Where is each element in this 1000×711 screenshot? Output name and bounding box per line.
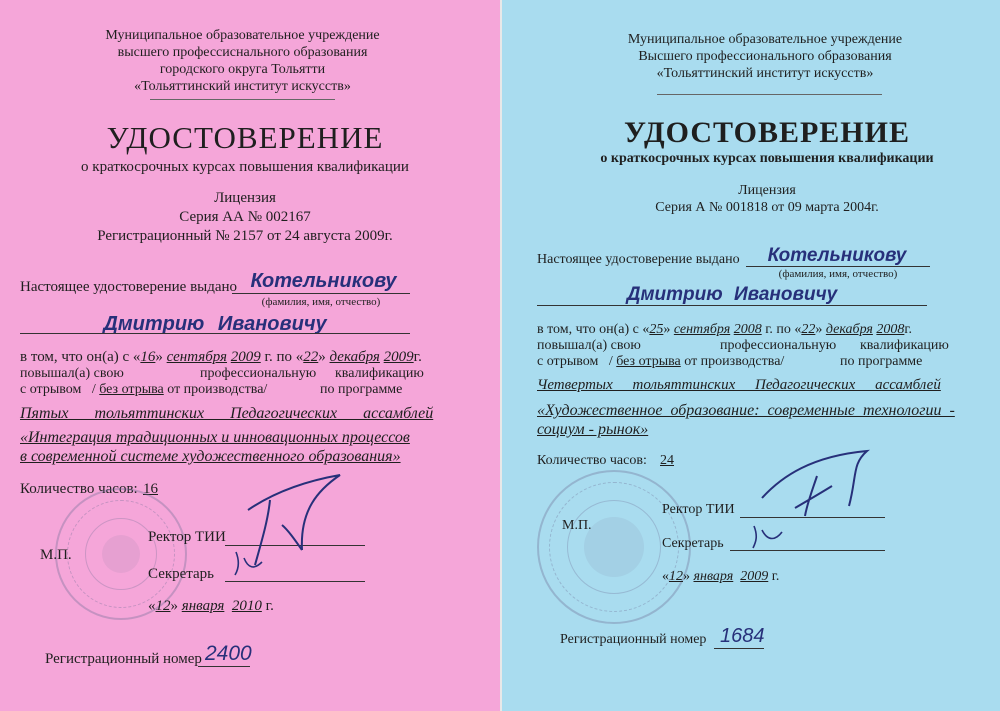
- recipient-given-names: Дмитрию Ивановичу: [626, 284, 838, 305]
- institution-line: высшего профессиснального образования: [117, 45, 368, 60]
- reg-number-value: 2400: [205, 642, 252, 665]
- professional-label: профессиональную: [200, 366, 317, 381]
- document-subtitle: о краткосрочных курсах повышения квалификации: [600, 151, 934, 166]
- rector-label: Ректор ТИИ: [662, 502, 735, 517]
- reg-number-label: Регистрационный номер: [45, 651, 202, 667]
- institution-line: «Тольяттинский институт искусств»: [656, 66, 874, 81]
- document-subtitle: о краткосрочных курсах повышения квалификации: [81, 159, 409, 175]
- reg-number-value: 1684: [720, 625, 765, 647]
- hours-value: 16: [143, 481, 158, 497]
- secretary-label: Секретарь: [662, 536, 724, 551]
- by-program-label: по программе: [840, 354, 923, 369]
- license-label: Лицензия: [738, 183, 796, 198]
- hours-label: Количество часов:: [537, 453, 647, 468]
- secretary-signature-line: [225, 581, 365, 582]
- underline: [537, 305, 927, 306]
- issued-label: Настоящее удостоверение выдано: [537, 252, 740, 267]
- name-caption: (фамилия, имя, отчество): [778, 268, 898, 280]
- secretary-signature: [232, 548, 272, 578]
- leave-mode: с отрывом / без отрыва от производства/: [537, 354, 785, 369]
- document-title: УДОСТОВЕРЕНИЕ: [624, 116, 910, 149]
- end-month: декабря: [825, 322, 873, 337]
- institution-line: Муниципальное образовательное учреждение: [105, 28, 380, 43]
- leave-mode: с отрывом / без отрыва от производства/: [20, 382, 268, 397]
- institution-line: городского округа Тольятти: [159, 62, 326, 77]
- reg-number-label: Регистрационный номер: [560, 632, 707, 647]
- rector-label: Ректор ТИИ: [148, 529, 226, 545]
- course-period: в том, что он(а) с «16» сентября 2009 г. по «22» декабря 2009г.: [20, 349, 422, 365]
- program-name-line: «Художественное образование: современные технологии -: [537, 402, 955, 419]
- hours-value: 24: [660, 453, 674, 468]
- program-title: Пятых тольяттинских Педагогических ассамблей: [20, 405, 434, 422]
- secretary-signature: [750, 520, 790, 550]
- improved-label: повышал(а) свою: [537, 338, 641, 353]
- institution-line: Муниципальное образовательное учреждение: [627, 32, 903, 47]
- start-day: 25: [649, 322, 664, 337]
- end-year: 2009: [383, 349, 414, 365]
- end-year: 2008: [876, 322, 905, 337]
- seal-place-label: М.П.: [562, 518, 592, 533]
- name-caption: (фамилия, имя, отчество): [261, 296, 381, 308]
- license-series: Серия АА № 002167: [179, 209, 311, 225]
- underline: [714, 648, 764, 649]
- issued-label: Настоящее удостоверение выдано: [20, 279, 238, 295]
- program-name-line: социум - рынок»: [537, 421, 649, 438]
- institution-line: Высшего профессионального образования: [638, 49, 892, 64]
- institution-header: [600, 31, 930, 82]
- issue-date: «12» января 2010 г.: [148, 598, 274, 614]
- course-period: в том, что он(а) с «25» сентября 2008 г. по «22» декабря 2008г.: [537, 322, 913, 337]
- qualification-label: квалификацию: [335, 366, 424, 381]
- rector-signature: [757, 446, 897, 526]
- end-day: 22: [303, 349, 319, 365]
- recipient-surname: Котельникову: [250, 270, 397, 292]
- start-month: сентября: [166, 349, 228, 365]
- by-program-label: по программе: [320, 382, 403, 397]
- certificate-blue: [502, 0, 1000, 711]
- license-label: Лицензия: [214, 190, 276, 206]
- underline: [232, 293, 410, 294]
- seal-place-label: М.П.: [40, 547, 72, 563]
- recipient-surname: Котельникову: [767, 245, 907, 266]
- secretary-label: Секретарь: [148, 566, 215, 582]
- start-year: 2008: [733, 322, 762, 337]
- document-title: УДОСТОВЕРЕНИЕ: [106, 120, 384, 155]
- underline: [198, 666, 250, 667]
- qualification-label: квалификацию: [860, 338, 949, 353]
- program-name-line: в современной системе художественного образования»: [20, 448, 401, 465]
- divider: [657, 94, 882, 95]
- hours-label: Количество часов:: [20, 481, 138, 497]
- end-month: декабря: [329, 349, 380, 365]
- underline: [20, 333, 410, 334]
- improved-label: повышал(а) свою: [20, 366, 124, 381]
- secretary-signature-line: [730, 550, 885, 551]
- underline: [746, 266, 930, 267]
- end-day: 22: [801, 322, 816, 337]
- divider: [150, 99, 335, 100]
- start-year: 2009: [230, 349, 261, 365]
- institution-line: «Тольяттинский институт искусств»: [134, 79, 351, 94]
- license-registration: Регистрационный № 2157 от 24 августа 2009г.: [97, 228, 393, 244]
- recipient-given-names: Дмитрию Ивановичу: [103, 313, 327, 335]
- program-name-line: «Интеграция традиционных и инновационных процессов: [20, 429, 410, 446]
- institution-header: [100, 27, 385, 95]
- professional-label: профессиональную: [720, 338, 837, 353]
- start-month: сентября: [673, 322, 731, 337]
- program-title: Четвертых тольяттинских Педагогических ассамблей: [537, 377, 941, 393]
- start-day: 16: [140, 349, 156, 365]
- license-series: Серия А № 001818 от 09 марта 2004г.: [655, 200, 879, 215]
- issue-date: «12» января 2009 г.: [662, 569, 780, 584]
